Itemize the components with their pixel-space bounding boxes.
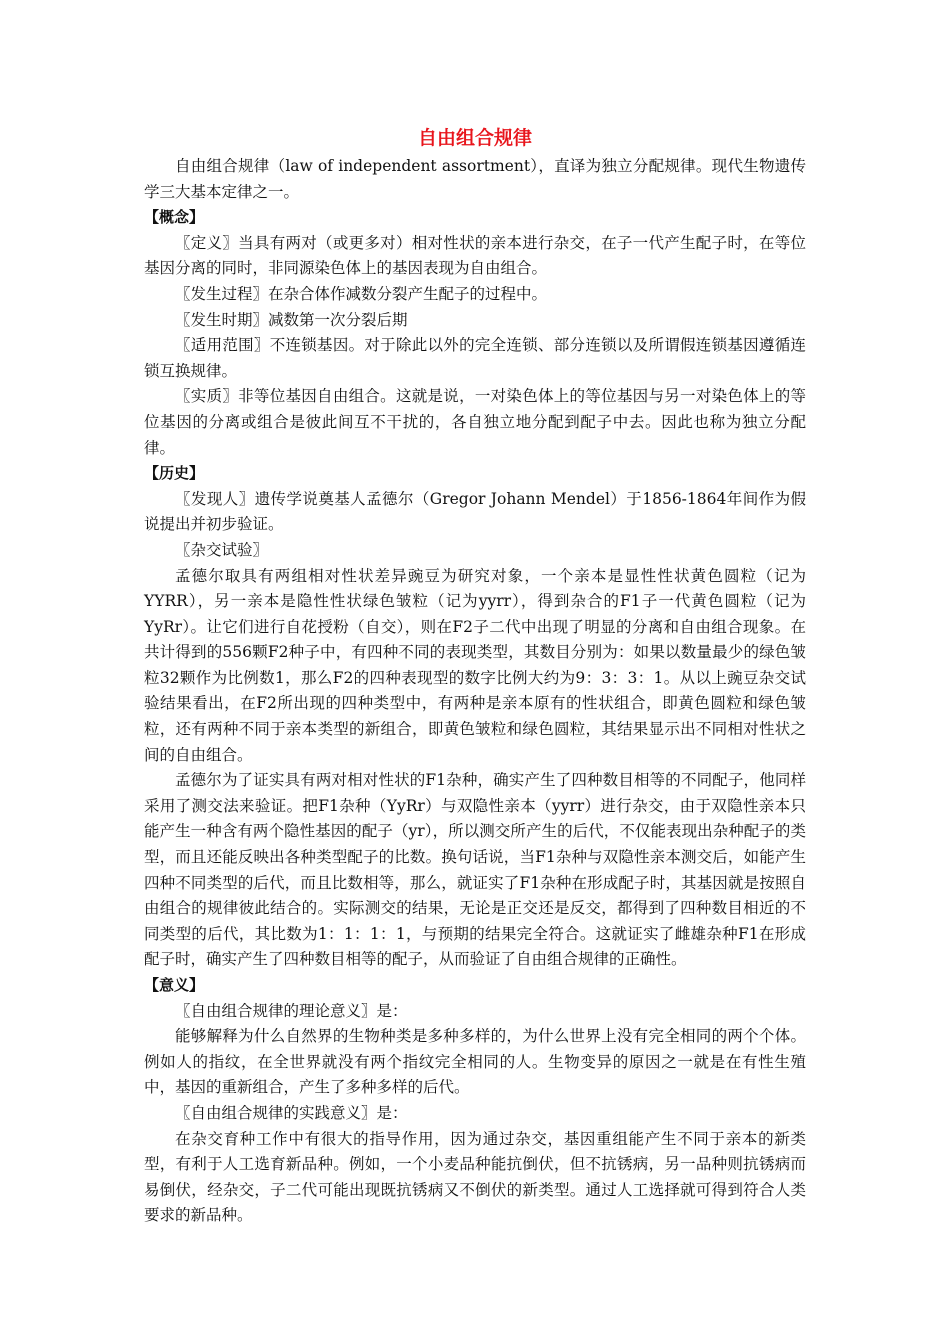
significance-theory-text: 能够解释为什么自然界的生物种类是多种多样的，为什么世界上没有完全相同的两个个体。例如人的指纹，在全世界就没有两个指纹完全相同的人。生物变异的原因之一就是在有性生殖中，基因的重新组合，产生了多种多样的后代。: [144, 1027, 806, 1097]
significance-practice-text: 在杂交育种工作中有很大的指导作用，因为通过杂交，基因重组能产生不同于亲本的新类型，有利于人工选育新品种。例如，一个小麦品种能抗倒伏，但不抗锈病，另一品种则抗锈病而易倒伏，经杂交，子二代可能出现既抗锈病又不倒伏的新类型。通过人工选择就可得到符合人类要求的新品种。: [144, 1129, 806, 1225]
section-heading-history: 【历史】: [144, 464, 205, 483]
history-experiment-label: 〖杂交试验〗: [175, 540, 269, 559]
document-page: [144, 124, 806, 1229]
document-title: 自由组合规律: [417, 127, 532, 149]
significance-theory-label: 〖自由组合规律的理论意义〗是：: [175, 1001, 408, 1020]
concept-scope: 〖适用范围〗不连锁基因。对于除此以外的完全连锁、部分连锁以及所谓假连锁基因遵循连锁互换规律。: [144, 336, 806, 380]
significance-practice-label: 〖自由组合规律的实践意义〗是：: [175, 1103, 408, 1122]
intro-paragraph: 自由组合规律（law of independent assortment），直译为独立分配规律。现代生物遗传学三大基本定律之一。: [144, 157, 806, 201]
history-discoverer: 〖发现人〗遗传学说奠基人孟德尔（Gregor Johann Mendel）于1856-1864年间作为假说提出并初步验证。: [144, 489, 806, 534]
history-experiment-paragraph-2: 孟德尔为了证实具有两对相对性状的F1杂种，确实产生了四种数目相等的不同配子，他同样采用了测交法来验证。把F1杂种（YyRr）与双隐性亲本（yyrr）进行杂交，由于双隐性亲本只能产生一种含有两个隐性基因的配子（yr），所以测交所产生的后代，不仅能表现出杂种配子的类型，而且还能反映出各种类型配子的比数。换句话说，当F1杂种与双隐性亲本测交后，如能产生四种不同类型的后代，而且比数相等，那么，就证实了F1杂种在形成配子时，其基因就是按照自由组合的规律彼此结合的。实际测交的结果，无论是正交还是反交，都得到了四种数目相近的不同类型的后代，其比数为1：1：1：1，与预期的结果完全符合。这就证实了雌雄杂种F1在形成配子时，确实产生了四种数目相等的配子，从而验证了自由组合规律的正确性。: [144, 771, 806, 969]
history-experiment-paragraph-1: 孟德尔取具有两组相对性状差异豌豆为研究对象，一个亲本是显性性状黄色圆粒（记为YYRR），另一亲本是隐性性状绿色皱粒（记为yyrr），得到杂合的F1子一代黄色圆粒（记为YyRr）。让它们进行自花授粉（自交），则在F2子二代中出现了明显的分离和自由组合现象。在共计得到的556颗F2种子中，有四种不同的表现类型，其数目分别为：如果以数量最少的绿色皱粒32颗作为比例数1，那么F2的四种表现型的数字比例大约为9：3：3：1。从以上豌豆杂交试验结果看出，在F2所出现的四种类型中，有两种是亲本原有的性状组合，即黄色圆粒和绿色皱粒，还有两种不同于亲本类型的新组合，即黄色皱粒和绿色圆粒，其结果显示出不同相对性状之间的自由组合。: [144, 566, 806, 764]
section-heading-concept: 【概念】: [144, 208, 205, 227]
concept-essence: 〖实质〗非等位基因自由组合。这就是说，一对染色体上的等位基因与另一对染色体上的等位基因的分离或组合是彼此间互不干扰的，各自独立地分配到配子中去。因此也称为独立分配律。: [144, 387, 806, 457]
section-heading-significance: 【意义】: [144, 976, 205, 994]
concept-definition: 〖定义〗当具有两对（或更多对）相对性状的亲本进行杂交，在子一代产生配子时，在等位基因分离的同时，非同源染色体上的基因表现为自由组合。: [144, 233, 806, 278]
concept-process: 〖发生过程〗在杂合体作减数分裂产生配子的过程中。: [175, 284, 548, 303]
concept-period: 〖发生时期〗减数第一次分裂后期: [175, 310, 408, 329]
